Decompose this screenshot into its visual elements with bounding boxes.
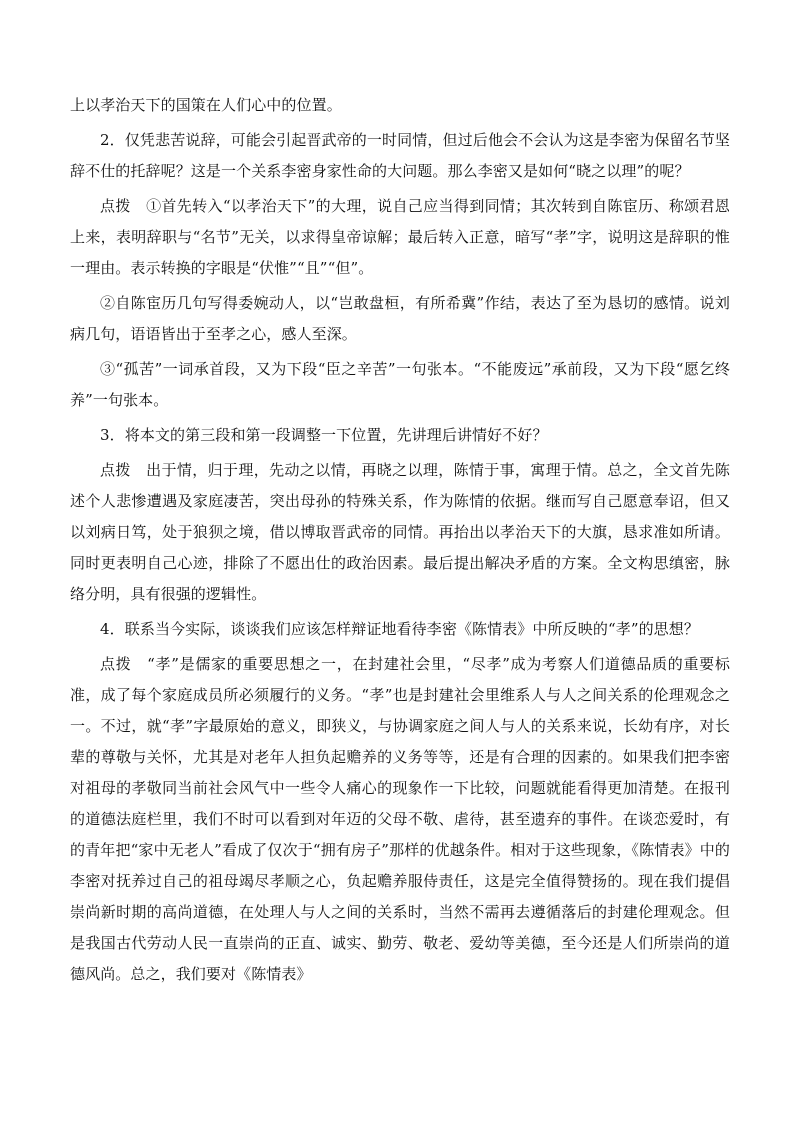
paragraph-continuation: 上以孝治天下的国策在人们心中的位置。 bbox=[70, 96, 342, 114]
question-3: 3．将本文的第三段和第一段调整一下位置，先讲理后讲情好不好？ bbox=[100, 426, 548, 444]
question-4: 4．联系当今实际，谈谈我们应该怎样辩证地看待李密《陈情表》中所反映的“孝”的思想？ bbox=[100, 620, 699, 638]
document-page bbox=[70, 90, 730, 994]
answer-2-part-3: ③“孤苦”一词承首段，又为下段“臣之辛苦”一句张本。“不能废远”承前段，又为下段“愿乞终养”一句张本。 bbox=[70, 360, 730, 409]
answer-4: 点拨 “孝”是儒家的重要思想之一，在封建社会里，“尽孝”成为考察人们道德品质的重要标准，成了每个家庭成员所必须履行的义务。“孝”也是封建社会里维系人与人之间关系的伦理观念之一。不过，就“孝”字最原始的意义，即狭义，与协调家庭之间人与人的关系来说，长幼有序，对长辈的尊敬与关怀，尤其是对老年人担负起赡养的义务等等，还是有合理的因素的。如果我们把李密对祖母的孝敬同当前社会风气中一些令人痛心的现象作一下比较，问题就能看得更加清楚。在报刊的道德法庭栏里，我们不时可以看到对年迈的父母不敬、虐待，甚至遗弃的事件。在谈恋爱时，有的青年把“家中无老人”看成了仅次于“拥有房子”那样的优越条件。相对于这些现象，《陈情表》中的李密对抚养过自己的祖母竭尽孝顺之心，负起赡养服侍责任，这是完全值得赞扬的。现在我们提倡崇尚新时期的高尚道德，在处理人与人之间的关系时，当然不需再去遵循落后的封建伦理观念。但是我国古代劳动人民一直崇尚的正直、诚实、勤劳、敬老、爱幼等美德，至今还是人们所崇尚的道德风尚。总之，我们要对《陈情表》 bbox=[70, 655, 730, 983]
answer-2-part-1: 点拨 ①首先转入“以孝治天下”的大理，说自己应当得到同情；其次转到自陈宦历、称颂君恩上来，表明辞职与“名节”无关，以求得皇帝谅解；最后转入正意，暗写“孝”字，说明这是辞职的惟一理由。表示转换的字眼是“伏惟”“且”“但”。 bbox=[70, 197, 730, 277]
answer-2-part-2: ②自陈宦历几句写得委婉动人，以“岂敢盘桓，有所希冀”作结，表达了至为恳切的感情。说刘病几句，语语皆出于至孝之心，感人至深。 bbox=[70, 294, 730, 343]
answer-3: 点拨 出于情，归于理，先动之以情，再晓之以理，陈情于事，寓理于情。总之，全文首先陈述个人悲惨遭遇及家庭凄苦，突出母孙的特殊关系，作为陈情的依据。继而写自己愿意奉诏，但又以刘病日笃，处于狼狈之境，借以博取晋武帝的同情。再抬出以孝治天下的大旗，恳求准如所请。同时更表明自己心迹，排除了不愿出仕的政治因素。最后提出解决矛盾的方案。全文构思缜密，脉络分明，具有很强的逻辑性。 bbox=[70, 461, 730, 603]
question-2: 2．仅凭悲苦说辞，可能会引起晋武帝的一时同情，但过后他会不会认为这是李密为保留名节坚辞不仕的托辞呢？这是一个关系李密身家性命的大问题。那么李密又是如何“晓之以理”的呢？ bbox=[70, 131, 730, 180]
